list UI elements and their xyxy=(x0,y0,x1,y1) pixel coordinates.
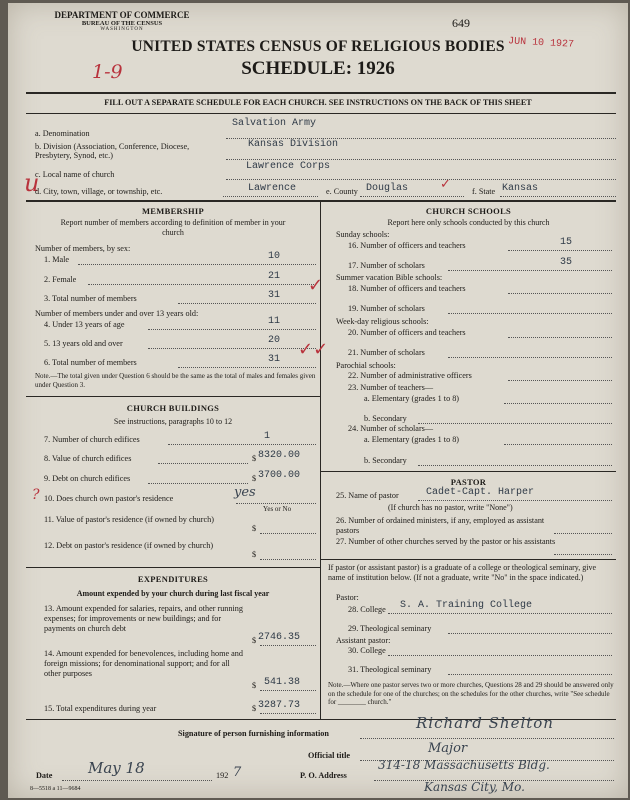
q5-over13-value: 20 xyxy=(268,335,281,346)
q1-male-label: 1. Male xyxy=(44,255,70,264)
q29-line xyxy=(448,633,612,634)
buildings-subtitle: See instructions, paragraphs 10 to 12 xyxy=(113,417,233,426)
q6-total-label: 6. Total number of members xyxy=(44,358,137,367)
form-code: 8—5518 a 11—9684 xyxy=(30,786,81,792)
po-address-value: 314-18 Massachusetts Bldg. xyxy=(378,758,550,772)
q3-line xyxy=(178,303,316,304)
official-title-label: Official title xyxy=(308,751,351,760)
handwritten-annotation: 1-9 xyxy=(92,61,123,83)
college-note: If pastor (or assistant pastor) is a graduate of a college or theological seminary, give name of institution below. (If not a graduate, write "No" in the space indicated.) xyxy=(328,563,597,582)
membership-title: MEMBERSHIP xyxy=(141,206,205,216)
date-value: May 18 xyxy=(88,759,145,777)
q8-value-label: 8. Value of church edifices xyxy=(44,454,132,463)
q23b-line xyxy=(418,423,612,424)
q9-value: 3700.00 xyxy=(258,470,301,481)
county-check-icon: ✓ xyxy=(440,177,451,192)
q11-dollar-sign: $ xyxy=(252,524,257,533)
form-title: UNITED STATES CENSUS OF RELIGIOUS BODIES xyxy=(131,38,505,55)
q31-line xyxy=(448,674,612,675)
sunday-schools-heading: Sunday schools: xyxy=(336,230,390,239)
q26-label: 26. Number of ordained ministers, if any, employed as assistant pastors xyxy=(336,516,545,535)
q24a-label: a. Elementary (grades 1 to 8) xyxy=(364,435,460,444)
q15-value: 3287.73 xyxy=(258,700,301,711)
q12-residence-debt-label: 12. Debt on pastor's residence (if owned by church) xyxy=(44,541,214,550)
county-label: e. County xyxy=(326,187,358,196)
city-value: Lawrence xyxy=(248,183,297,194)
q6-line xyxy=(178,367,316,368)
q2-line xyxy=(88,284,316,285)
q13-running-expenses-label: 13. Amount expended for salaries, repairs, and other running expenses; for improvements or new buildings; and for payments on church debt xyxy=(44,604,243,633)
division-value: Kansas Division xyxy=(248,139,339,150)
margin-check-mark: u xyxy=(24,169,40,197)
weekday-schools-heading: Week-day religious schools: xyxy=(336,317,429,326)
membership-bottom-rule xyxy=(26,396,320,397)
q6-total-value: 31 xyxy=(268,354,281,365)
buildings-bottom-rule xyxy=(26,567,320,568)
pastor-title: PASTOR xyxy=(450,477,487,487)
q3-check-icon: ✓ xyxy=(308,275,324,296)
q18-label: 18. Number of officers and teachers xyxy=(348,284,466,293)
pastor-note: Note.—Where one pastor serves two or more churches, Questions 28 and 29 should be answered only on the schedule for one of the churches; on the schedules for the other churches, write "See schedule for ________ church." xyxy=(328,681,614,706)
q25-value: Cadet-Capt. Harper xyxy=(426,487,535,498)
q24a-line xyxy=(504,444,612,445)
form-number: 649 xyxy=(452,16,470,30)
q17-line xyxy=(448,270,612,271)
bureau-name: BUREAU OF THE CENSUS xyxy=(81,20,163,27)
date-year-suffix: 7 xyxy=(233,765,242,780)
q23-label: 23. Number of teachers— xyxy=(348,383,434,392)
po-address-label: P. O. Address xyxy=(300,771,347,780)
expenditures-subtitle: Amount expended by your church during last fiscal year xyxy=(76,589,270,598)
q15-dollar-sign: $ xyxy=(252,704,257,713)
q10-residence-label: 10. Does church own pastor's residence xyxy=(44,494,174,503)
q15-total-label: 15. Total expenditures during year xyxy=(44,704,157,713)
q9-debt-label: 9. Debt on church edifices xyxy=(44,474,131,483)
q27-line xyxy=(554,554,612,555)
expenditures-title: EXPENDITURES xyxy=(137,574,209,584)
q10-hint: Yes or No xyxy=(263,505,292,513)
q5-line xyxy=(148,348,316,349)
state-label: f. State xyxy=(472,187,496,196)
q11-residence-value-label: 11. Value of pastor's residence (if owned by church) xyxy=(44,515,214,524)
q14-line xyxy=(260,690,316,691)
q7-line xyxy=(168,444,316,445)
assistant-pastor-heading: Assistant pastor: xyxy=(336,636,391,645)
q8-line xyxy=(158,463,248,464)
denomination-value: Salvation Army xyxy=(232,118,317,129)
q14-value: 541.38 xyxy=(264,677,301,688)
q5-over13-label: 5. 13 years old and over xyxy=(44,339,123,348)
date-label: Date xyxy=(36,771,53,780)
q22-label: 22. Number of administrative officers xyxy=(348,371,472,380)
division-line xyxy=(226,159,616,160)
q23a-label: a. Elementary (grades 1 to 8) xyxy=(364,394,460,403)
buildings-title: CHURCH BUILDINGS xyxy=(126,403,220,413)
q2-female-label: 2. Female xyxy=(44,275,77,284)
city-line xyxy=(223,196,318,197)
q13-dollar-sign: $ xyxy=(252,636,257,645)
schools-title: CHURCH SCHOOLS xyxy=(425,206,512,216)
state-line xyxy=(500,196,616,197)
signature-value: Richard Shelton xyxy=(416,714,554,732)
denomination-label: a. Denomination xyxy=(35,129,90,138)
q16-value: 15 xyxy=(560,237,573,248)
separate-schedule-instruction: FILL OUT A SEPARATE SCHEDULE FOR EACH CHURCH. SEE INSTRUCTIONS ON THE BACK OF THIS SHEET xyxy=(104,98,532,107)
county-line xyxy=(360,196,464,197)
schools-bottom-rule xyxy=(320,471,616,472)
q2-female-value: 21 xyxy=(268,271,281,282)
date-year-prefix: 192 xyxy=(216,771,229,780)
church-name-label: c. Local name of church xyxy=(35,170,115,179)
q9-line xyxy=(148,483,248,484)
header-rule-bottom xyxy=(26,113,616,114)
q8-value: 8320.00 xyxy=(258,450,301,461)
q3-total-label: 3. Total number of members xyxy=(44,294,137,303)
parochial-schools-heading: Parochial schools: xyxy=(336,361,396,370)
q4-under13-value: 11 xyxy=(268,316,281,327)
q25-label: 25. Name of pastor xyxy=(336,491,399,500)
members-by-age-heading: Number of members under and over 13 years old: xyxy=(35,309,199,318)
membership-note: Note.—The total given under Question 6 should be the same as the total of males and females given under Question 3. xyxy=(35,372,316,389)
department-name: DEPARTMENT OF COMMERCE xyxy=(54,10,190,20)
q14-dollar-sign: $ xyxy=(252,681,257,690)
q13-value: 2746.35 xyxy=(258,632,301,643)
q25-line xyxy=(418,500,612,501)
q9-dollar-sign: $ xyxy=(252,474,257,483)
header-rule-top xyxy=(26,92,616,94)
q20-label: 20. Number of officers and teachers xyxy=(348,328,466,337)
q1-male-value: 10 xyxy=(268,251,281,262)
church-name-line xyxy=(226,179,616,180)
q16-label: 16. Number of officers and teachers xyxy=(348,241,466,250)
q23a-line xyxy=(504,403,612,404)
q10-margin-mark: ? xyxy=(32,487,40,503)
q28-label: 28. College xyxy=(348,605,386,614)
q8-dollar-sign: $ xyxy=(252,454,257,463)
q7-edifices-label: 7. Number of church edifices xyxy=(44,435,140,444)
q15-line xyxy=(260,713,316,714)
po-address-value-line2: Kansas City, Mo. xyxy=(424,780,525,794)
official-title-value: Major xyxy=(428,741,468,756)
q17-value: 35 xyxy=(560,257,573,268)
schools-subtitle: Report here only schools conducted by this church xyxy=(387,218,550,227)
q20-line xyxy=(508,337,612,338)
q28-line xyxy=(388,613,612,614)
q30-label: 30. College xyxy=(348,646,386,655)
q24b-line xyxy=(418,465,612,466)
church-name-value: Lawrence Corps xyxy=(246,161,331,172)
pastor-rule xyxy=(320,559,616,560)
q10-line xyxy=(236,503,316,504)
q23b-label: b. Secondary xyxy=(364,414,407,423)
q26-line xyxy=(554,533,612,534)
membership-subtitle: Report number of members according to definition of member in your church xyxy=(60,218,286,237)
division-label: b. Division (Association, Conference, Diocese, Presbytery, Synod, etc.) xyxy=(35,142,190,160)
q25-hint: (If church has no pastor, write "None") xyxy=(388,503,513,512)
date-line xyxy=(62,780,212,781)
signature-line xyxy=(360,738,614,739)
q21-label: 21. Number of scholars xyxy=(348,348,425,357)
q12-dollar-sign: $ xyxy=(252,550,257,559)
grid-rule-top xyxy=(26,200,616,202)
q13-line xyxy=(260,645,316,646)
department-header xyxy=(22,10,222,32)
q17-label: 17. Number of scholars xyxy=(348,261,425,270)
received-date-stamp: JUN 10 1927 xyxy=(507,36,575,51)
city-label: d. City, town, village, or township, etc. xyxy=(35,187,163,196)
q24-label: 24. Number of scholars— xyxy=(348,424,434,433)
q22-line xyxy=(508,380,612,381)
q28-value: S. A. Training College xyxy=(400,600,533,611)
q18-line xyxy=(508,293,612,294)
q31-label: 31. Theological seminary xyxy=(348,665,432,674)
q4-line xyxy=(148,329,316,330)
q19-label: 19. Number of scholars xyxy=(348,304,425,313)
q19-line xyxy=(448,313,612,314)
q10-residence-value: yes xyxy=(234,485,256,500)
q30-line xyxy=(388,655,612,656)
q11-line xyxy=(260,533,316,534)
state-value: Kansas xyxy=(502,183,539,194)
q7-edifices-value: 1 xyxy=(264,431,271,442)
q6-check-icon: ✓✓ xyxy=(298,339,329,360)
q29-label: 29. Theological seminary xyxy=(348,624,432,633)
q4-under13-label: 4. Under 13 years of age xyxy=(44,320,125,329)
members-by-sex-heading: Number of members, by sex: xyxy=(35,244,131,253)
census-schedule-sheet xyxy=(8,3,628,798)
summer-schools-heading: Summer vacation Bible schools: xyxy=(336,273,443,282)
q1-line xyxy=(78,264,316,265)
bureau-city: WASHINGTON xyxy=(100,27,144,32)
q16-line xyxy=(508,250,612,251)
q24b-label: b. Secondary xyxy=(364,456,407,465)
pastor-heading: Pastor: xyxy=(336,593,359,602)
signature-label: Signature of person furnishing information xyxy=(178,729,329,738)
q27-label: 27. Number of other churches served by the pastor or his assistants xyxy=(336,537,556,546)
county-value: Douglas xyxy=(366,183,409,194)
q14-benevolences-label: 14. Amount expended for benevolences, including home and foreign missions; for denominational support; and for all other purposes xyxy=(44,649,243,678)
q12-line xyxy=(260,559,316,560)
q3-total-value: 31 xyxy=(268,290,281,301)
q21-line xyxy=(448,357,612,358)
schedule-title: SCHEDULE: 1926 xyxy=(241,58,395,79)
